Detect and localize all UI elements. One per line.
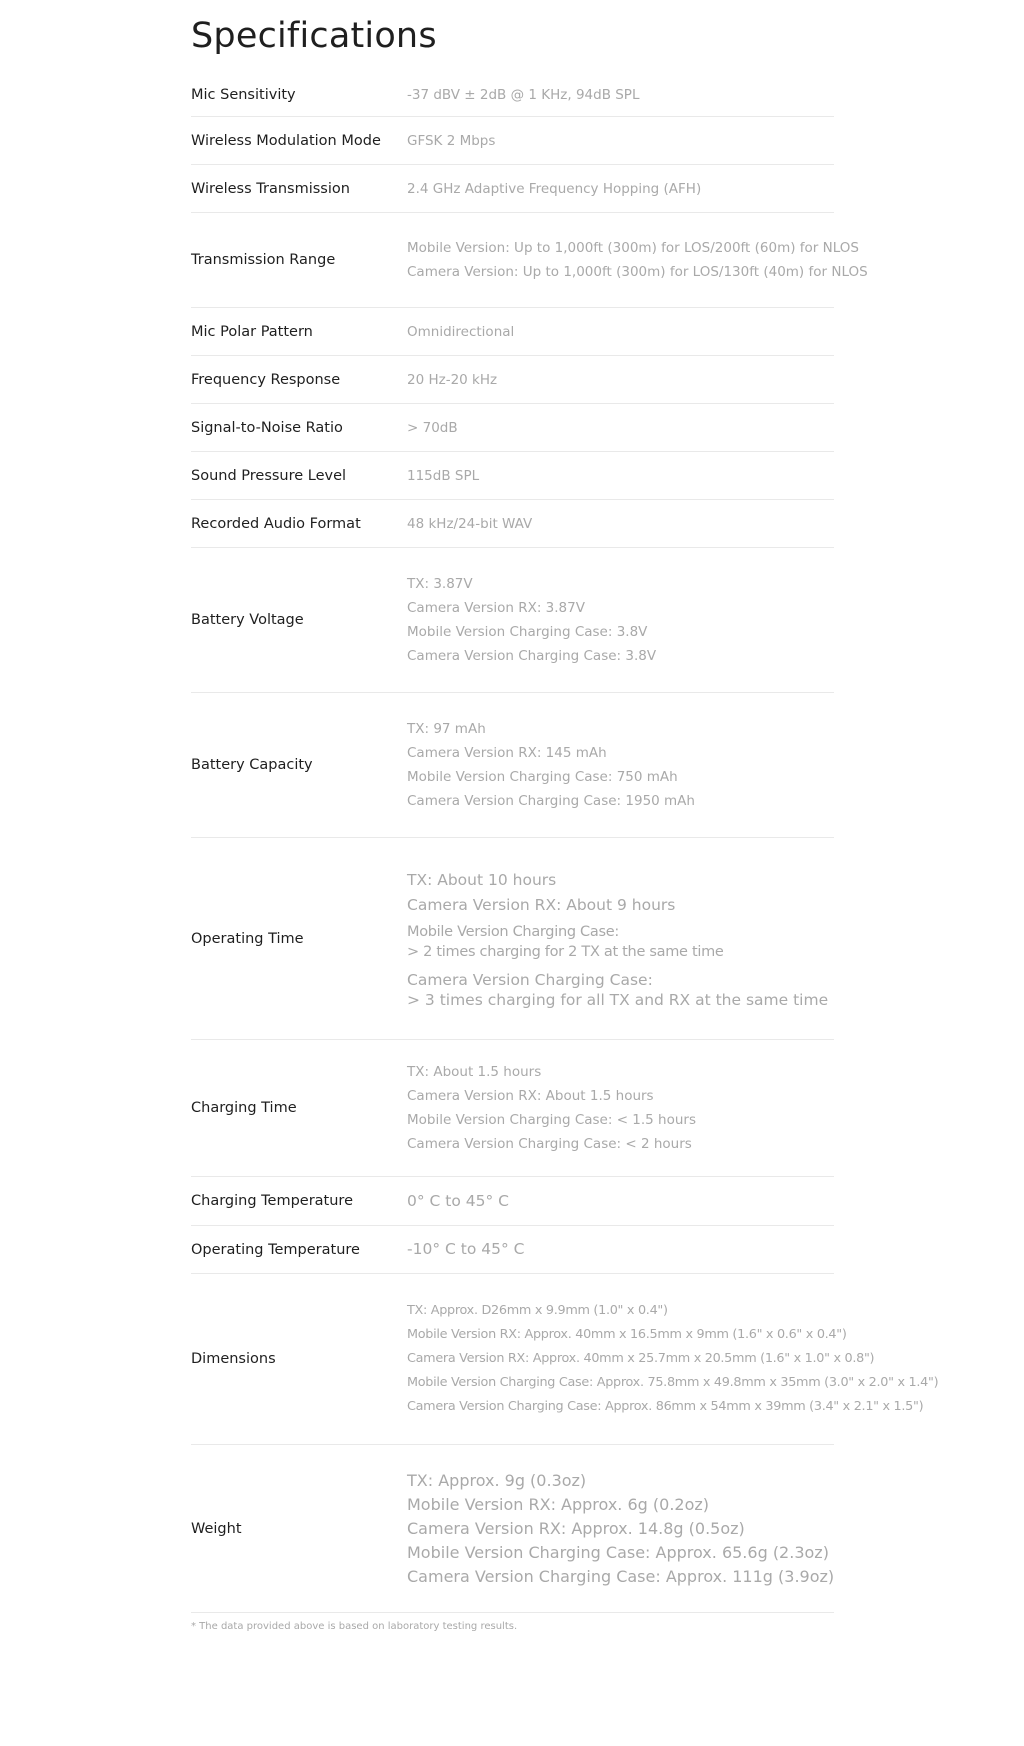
spec-value: Camera Version Charging Case: 3.8V <box>407 648 657 664</box>
spec-value: Mobile Version Charging Case: 3.8V <box>407 624 648 640</box>
spec-value: Mobile Version Charging Case: < 1.5 hours <box>407 1112 697 1128</box>
spec-row-battery-voltage <box>191 548 834 693</box>
spec-label: Frequency Response <box>191 371 341 388</box>
spec-value: Camera Version RX: About 9 hours <box>407 895 676 914</box>
spec-row-weight <box>191 1445 834 1613</box>
spec-value: 0° C to 45° C <box>407 1191 509 1210</box>
spec-value: TX: About 10 hours <box>407 870 557 889</box>
spec-row-charging-temperature <box>191 1177 834 1226</box>
spec-row-wireless-modulation-mode <box>191 117 834 165</box>
spec-row-battery-capacity <box>191 693 834 838</box>
spec-value: TX: About 1.5 hours <box>407 1064 542 1080</box>
spec-value: Camera Version Charging Case: <box>407 970 653 989</box>
spec-label: Charging Temperature <box>191 1193 353 1209</box>
spec-value: Camera Version Charging Case: 1950 mAh <box>407 793 695 809</box>
spec-values <box>407 177 834 201</box>
spec-label: Recorded Audio Format <box>191 515 361 532</box>
spec-values <box>407 129 834 153</box>
spec-label: Operating Temperature <box>191 1241 360 1258</box>
spec-label: Battery Voltage <box>191 612 304 628</box>
spec-values <box>407 320 834 344</box>
spec-values <box>407 1060 834 1156</box>
spec-label: Mic Polar Pattern <box>191 323 313 340</box>
spec-values <box>407 1237 834 1262</box>
spec-values <box>407 572 834 668</box>
spec-label: Sound Pressure Level <box>191 467 347 484</box>
spec-value: Camera Version RX: Approx. 40mm x 25.7mm x 20.5mm (1.6" x 1.0" x 0.8") <box>407 1351 875 1366</box>
spec-label: Dimensions <box>191 1351 276 1367</box>
spec-row-charging-time <box>191 1040 834 1177</box>
spec-values <box>407 868 834 1010</box>
spec-value: Mobile Version RX: Approx. 6g (0.2oz) <box>407 1494 710 1514</box>
spec-value: Mobile Version Charging Case: <box>407 923 619 940</box>
spec-value: Omnidirectional <box>407 323 515 340</box>
page-title: Specifications <box>191 16 437 56</box>
spec-label: Transmission Range <box>191 252 336 268</box>
spec-value: Mobile Version RX: Approx. 40mm x 16.5mm x 9mm (1.6" x 0.6" x 0.4") <box>407 1327 847 1342</box>
spec-value: Camera Version Charging Case: Approx. 111g (3.9oz) <box>407 1566 835 1586</box>
spec-values <box>407 1469 834 1589</box>
spec-value: > 3 times charging for all TX and RX at the same time <box>407 990 829 1009</box>
spec-row-dimensions <box>191 1274 939 1445</box>
spec-values <box>407 236 868 284</box>
spec-value: -37 dBV ± 2dB @ 1 KHz, 94dB SPL <box>407 86 640 103</box>
spec-value: Camera Version: Up to 1,000ft (300m) for LOS/130ft (40m) for NLOS <box>407 264 868 280</box>
spec-row-transmission-range <box>191 213 868 308</box>
spec-value: Camera Version RX: 3.87V <box>407 600 585 616</box>
spec-label: Mic Sensitivity <box>191 86 296 103</box>
spec-value: Camera Version Charging Case: < 2 hours <box>407 1136 692 1152</box>
spec-value: 20 Hz-20 kHz <box>407 371 498 388</box>
spec-label: Wireless Modulation Mode <box>191 132 381 149</box>
spec-row-frequency-response <box>191 356 834 404</box>
spec-label: Wireless Transmission <box>191 180 350 197</box>
spec-value: -10° C to 45° C <box>407 1240 525 1258</box>
spec-row-wireless-transmission <box>191 165 834 213</box>
spec-row-operating-time <box>191 838 834 1040</box>
spec-label: Signal-to-Noise Ratio <box>191 419 343 436</box>
spec-value: 48 kHz/24-bit WAV <box>407 515 533 532</box>
spec-value: Camera Version RX: 145 mAh <box>407 745 607 761</box>
spec-label: Charging Time <box>191 1100 297 1116</box>
spec-label: Weight <box>191 1520 242 1537</box>
spec-row-mic-sensitivity <box>191 73 834 117</box>
spec-row-recorded-audio-format <box>191 500 834 548</box>
spec-value: 115dB SPL <box>407 467 480 484</box>
spec-value: > 70dB <box>407 419 458 436</box>
spec-value: TX: Approx. 9g (0.3oz) <box>407 1470 587 1490</box>
spec-row-mic-polar-pattern <box>191 308 834 356</box>
spec-value: > 2 times charging for 2 TX at the same time <box>407 943 724 960</box>
spec-value: 2.4 GHz Adaptive Frequency Hopping (AFH) <box>407 180 702 197</box>
spec-values <box>407 368 834 392</box>
spec-value: TX: Approx. D26mm x 9.9mm (1.0" x 0.4") <box>407 1303 668 1318</box>
spec-label: Operating Time <box>191 930 304 947</box>
spec-values <box>407 464 834 488</box>
spec-value: TX: 97 mAh <box>407 721 486 737</box>
spec-row-signal-to-noise-ratio <box>191 404 834 452</box>
spec-value: Camera Version Charging Case: Approx. 86mm x 54mm x 39mm (3.4" x 2.1" x 1.5") <box>407 1399 924 1414</box>
spec-table <box>191 73 939 1613</box>
spec-value: GFSK 2 Mbps <box>407 132 496 149</box>
spec-value: Mobile Version Charging Case: 750 mAh <box>407 769 678 785</box>
spec-values <box>407 1189 834 1214</box>
spec-values <box>407 1299 938 1419</box>
spec-value: Mobile Version Charging Case: Approx. 65.6g (2.3oz) <box>407 1542 829 1562</box>
spec-value: Mobile Version: Up to 1,000ft (300m) for LOS/200ft (60m) for NLOS <box>407 240 859 256</box>
spec-values <box>407 416 834 440</box>
spec-values <box>407 717 834 813</box>
spec-value: TX: 3.87V <box>407 576 473 592</box>
spec-values <box>407 512 834 536</box>
spec-value: Camera Version RX: About 1.5 hours <box>407 1088 654 1104</box>
spec-value: Camera Version RX: Approx. 14.8g (0.5oz) <box>407 1518 745 1538</box>
footnote: * The data provided above is based on laboratory testing results. <box>191 1621 518 1632</box>
spec-row-operating-temperature <box>191 1226 834 1274</box>
spec-label: Battery Capacity <box>191 757 313 773</box>
spec-value: Mobile Version Charging Case: Approx. 75.8mm x 49.8mm x 35mm (3.0" x 2.0" x 1.4") <box>407 1375 939 1390</box>
spec-values <box>407 83 834 107</box>
spec-row-sound-pressure-level <box>191 452 834 500</box>
